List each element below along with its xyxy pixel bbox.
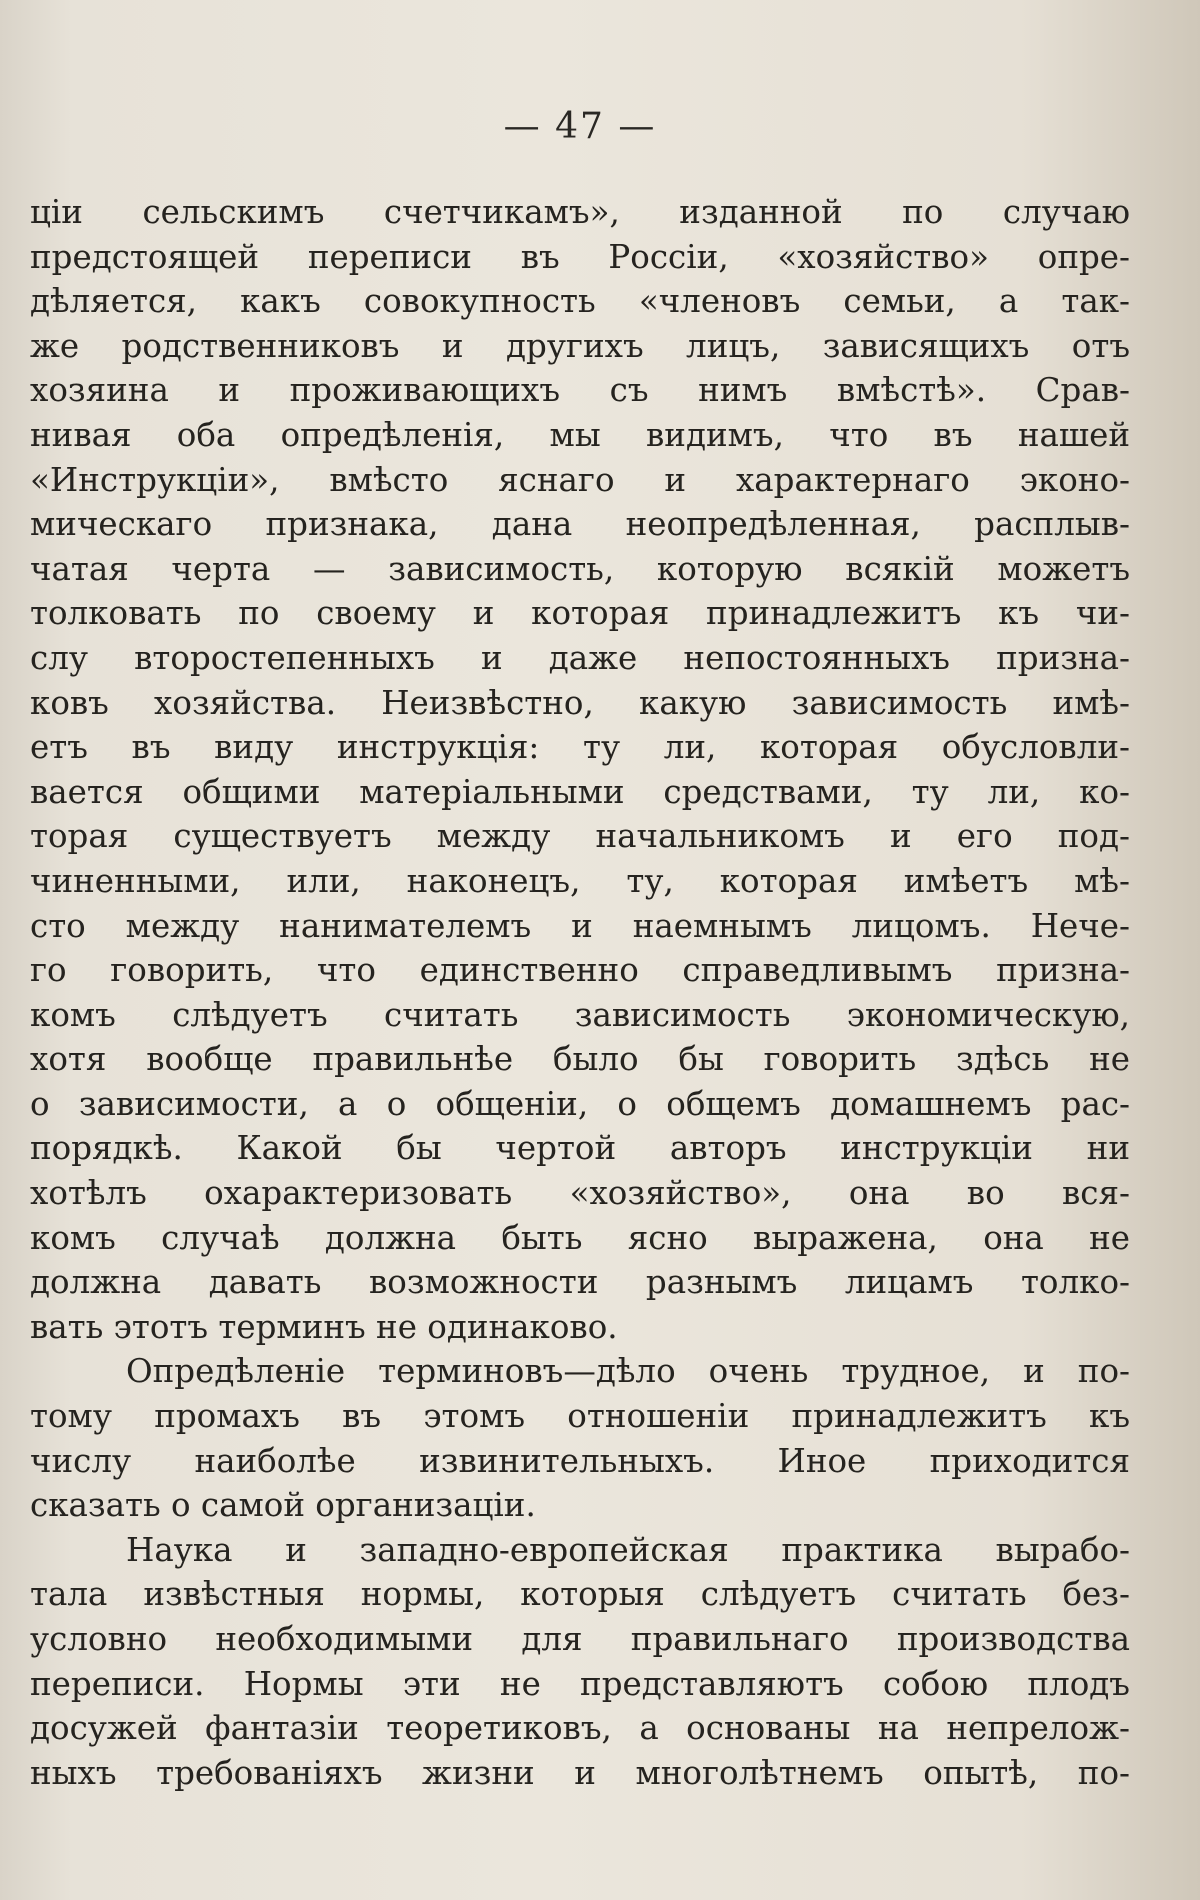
text-line: чатая черта — зависимость, которую всякій можетъ [30, 549, 1130, 588]
text-line: сто между нанимателемъ и наемнымъ лицомъ. Нече- [30, 906, 1130, 945]
text-line: переписи. Нормы эти не представляютъ собою плодъ [30, 1664, 1130, 1703]
text-line: комъ слѣдуетъ считать зависимость экономическую, [30, 995, 1130, 1034]
text-line: сказать о самой организаціи. [30, 1486, 536, 1525]
body-text [30, 190, 1130, 1795]
text-line: предстоящей переписи въ Россіи, «хозяйство» опре- [30, 237, 1130, 276]
text-line: ныхъ требованіяхъ жизни и многолѣтнемъ опытѣ, по- [30, 1753, 1130, 1792]
text-line: Наука и западно-европейская практика вырабо- [126, 1530, 1130, 1569]
text-line: нивая оба опредѣленія, мы видимъ, что въ нашей [30, 415, 1130, 454]
text-line: вать этотъ терминъ не одинаково. [30, 1307, 618, 1346]
page-number: — 47 — [503, 106, 657, 147]
text-line: «Инструкціи», вмѣсто яснаго и характернаго эконо- [30, 460, 1130, 499]
text-line: толковать по своему и которая принадлежитъ къ чи- [30, 594, 1130, 633]
text-line: же родственниковъ и другихъ лицъ, зависящихъ отъ [30, 326, 1130, 365]
text-line: хозяина и проживающихъ съ нимъ вмѣстѣ». Срав- [30, 371, 1130, 410]
paragraph-1 [30, 190, 1130, 1349]
text-line: должна давать возможности разнымъ лицамъ толко- [30, 1263, 1130, 1302]
text-line: Опредѣленіе терминовъ—дѣло очень трудное, и по- [126, 1352, 1130, 1391]
text-line: условно необходимыми для правильнаго производства [30, 1620, 1130, 1658]
text-line: мическаго признака, дана неопредѣленная, расплыв- [30, 505, 1130, 544]
text-line: ціи сельскимъ счетчикамъ», изданной по случаю [30, 193, 1130, 231]
text-line: слу второстепенныхъ и даже непостоянныхъ призна- [30, 638, 1130, 677]
paragraph-3 [30, 1528, 1130, 1796]
text-line: комъ случаѣ должна быть ясно выражена, она не [30, 1218, 1130, 1257]
text-line: досужей фантазіи теоретиковъ, а основаны на непрелож- [30, 1709, 1130, 1748]
text-line: хотѣлъ охарактеризовать «хозяйство», она во вся- [30, 1174, 1130, 1213]
text-line: порядкѣ. Какой бы чертой авторъ инструкціи ни [30, 1129, 1130, 1168]
text-line: хотя вообще правильнѣе было бы говорить здѣсь не [30, 1040, 1130, 1079]
text-line: етъ въ виду инструкція: ту ли, которая обусловли- [30, 728, 1130, 767]
text-line: дѣляется, какъ совокупность «членовъ семьи, а так- [30, 282, 1130, 321]
text-line: о зависимости, а о общеніи, о общемъ домашнемъ рас- [30, 1084, 1130, 1123]
text-line: тому промахъ въ этомъ отношеніи принадлежитъ къ [30, 1397, 1130, 1436]
text-line: числу наиболѣе извинительныхъ. Иное приходится [30, 1441, 1130, 1480]
paragraph-2 [30, 1349, 1130, 1527]
text-line: ковъ хозяйства. Неизвѣстно, какую зависимость имѣ- [30, 683, 1130, 722]
text-line: тала извѣстныя нормы, которыя слѣдуетъ считать без- [30, 1575, 1130, 1614]
text-line: торая существуетъ между начальникомъ и его под- [30, 817, 1130, 856]
text-line: вается общими матеріальными средствами, ту ли, ко- [30, 772, 1130, 811]
text-line: чиненными, или, наконецъ, ту, которая имѣетъ мѣ- [30, 861, 1130, 900]
text-line: го говорить, что единственно справедливымъ призна- [30, 951, 1130, 990]
